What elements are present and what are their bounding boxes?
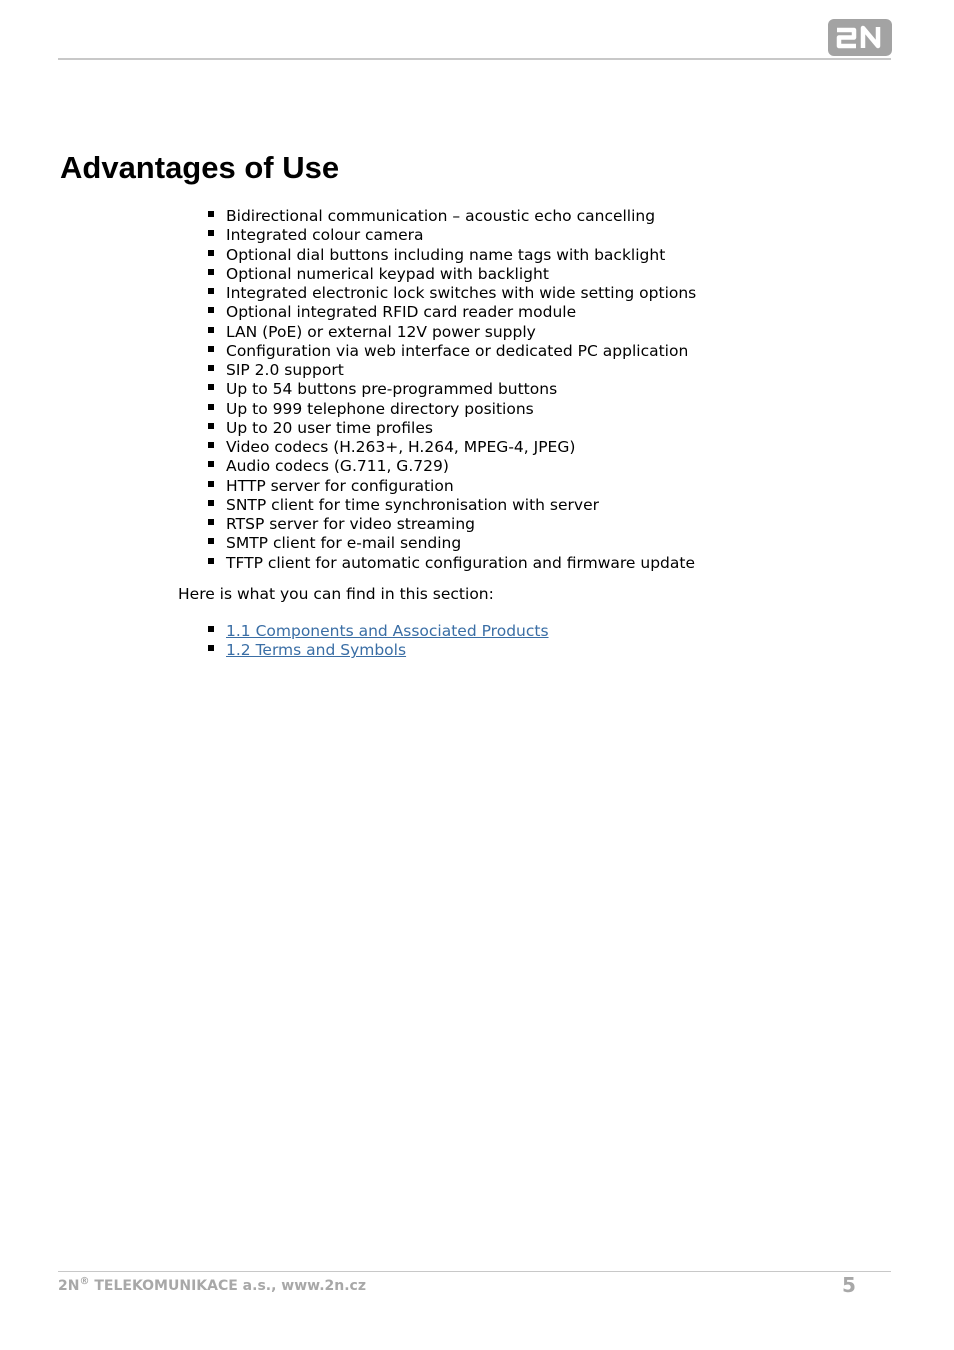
bullet-icon — [208, 269, 214, 275]
link-terms-and-symbols[interactable]: 1.2 Terms and Symbols — [226, 641, 407, 660]
bullet-icon — [208, 250, 214, 256]
list-item-text: Optional dial buttons including name tags with backlight — [226, 245, 666, 264]
list-item — [206, 477, 696, 496]
list-item — [206, 438, 696, 457]
list-item — [206, 284, 696, 303]
list-item — [206, 265, 696, 284]
footer-company — [58, 1278, 366, 1294]
link-components-and-associated-products[interactable]: 1.1 Components and Associated Products — [226, 622, 549, 640]
list-item-text: SMTP client for e-mail sending — [226, 534, 462, 553]
footer-divider — [58, 1271, 891, 1272]
bullet-icon — [208, 327, 214, 333]
footer-brand: 2N — [58, 1278, 80, 1294]
list-item-text: RTSP server for video streaming — [226, 515, 476, 533]
list-item — [206, 554, 696, 573]
bullet-icon — [208, 538, 214, 544]
list-item — [206, 380, 696, 399]
list-item-text: Up to 20 user time profiles — [226, 418, 433, 437]
list-item — [206, 323, 696, 342]
bullet-icon — [208, 481, 214, 487]
list-item-text: Optional numerical keypad with backlight — [226, 264, 549, 283]
bullet-icon — [208, 442, 214, 448]
list-item-text: Integrated colour camera — [226, 226, 424, 245]
section-links — [206, 622, 549, 661]
bullet-icon — [208, 558, 214, 564]
bullet-icon — [208, 423, 214, 429]
list-item-text: Video codecs (H.263+, H.264, MPEG-4, JPEG) — [226, 438, 576, 456]
bullet-icon — [208, 365, 214, 371]
list-item-text: Optional integrated RFID card reader module — [226, 303, 577, 322]
list-item-text: Up to 999 telephone directory positions — [226, 399, 534, 418]
list-item — [206, 457, 696, 476]
list-item — [206, 534, 696, 553]
bullet-icon — [208, 288, 214, 294]
bullet-icon — [208, 404, 214, 410]
list-item-text: HTTP server for configuration — [226, 476, 454, 495]
list-item — [206, 515, 696, 534]
list-item — [206, 361, 696, 380]
list-item-text: SNTP client for time synchronisation with server — [226, 495, 599, 514]
list-item-text: Configuration via web interface or dedicated PC application — [226, 341, 689, 360]
list-item — [206, 207, 696, 226]
list-item-text: Bidirectional communication – acoustic echo cancelling — [226, 207, 656, 225]
bullet-icon — [208, 519, 214, 525]
list-item — [206, 400, 696, 419]
features-list — [206, 207, 696, 573]
bullet-icon — [208, 211, 214, 217]
list-item — [206, 641, 549, 660]
list-item-text: TFTP client for automatic configuration and firmware update — [226, 553, 695, 572]
bullet-icon — [208, 626, 214, 632]
list-item-text: LAN (PoE) or external 12V power supply — [226, 322, 536, 341]
bullet-icon — [208, 645, 214, 651]
list-item — [206, 226, 696, 245]
list-item-text: Up to 54 buttons pre-programmed buttons — [226, 380, 558, 399]
footer-company-name: TELEKOMUNIKACE a.s., www.2n.cz — [89, 1278, 366, 1294]
list-item-text: Integrated electronic lock switches with wide setting options — [226, 284, 697, 302]
list-item — [206, 342, 696, 361]
bullet-icon — [208, 346, 214, 352]
bullet-icon — [208, 500, 214, 506]
page-title: Advantages of Use — [60, 150, 340, 185]
2n-logo — [828, 19, 892, 56]
list-item-text: Audio codecs (G.711, G.729) — [226, 457, 449, 476]
list-item — [206, 622, 549, 641]
bullet-icon — [208, 384, 214, 390]
page-number: 5 — [842, 1273, 856, 1297]
bullet-icon — [208, 461, 214, 467]
list-item — [206, 496, 696, 515]
bullet-icon — [208, 307, 214, 313]
bullet-icon — [208, 230, 214, 236]
section-intro: Here is what you can find in this section: — [178, 585, 494, 603]
list-item-text: SIP 2.0 support — [226, 361, 344, 379]
list-item — [206, 419, 696, 438]
header-divider — [58, 58, 891, 60]
registered-mark: ® — [79, 1276, 90, 1287]
list-item — [206, 303, 696, 322]
list-item — [206, 246, 696, 265]
